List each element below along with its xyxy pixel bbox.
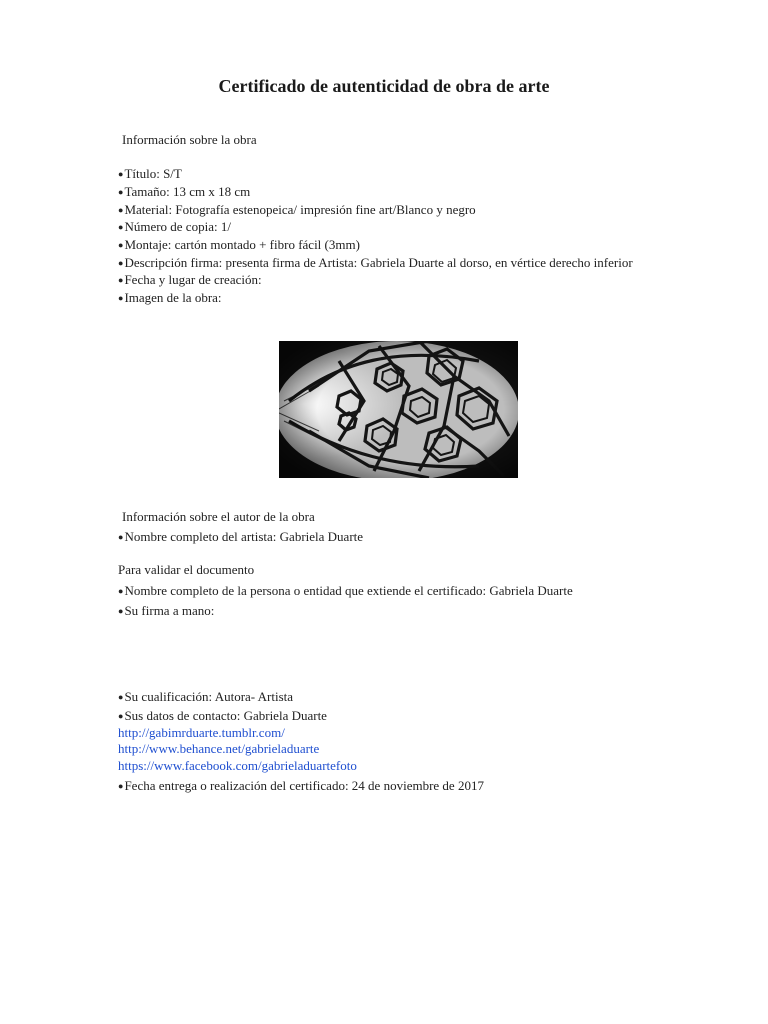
work-item-material: ●Material: Fotografía estenopeica/ impresión fine art/Blanco y negro	[118, 202, 476, 217]
work-item-title: ●Título: S/T	[118, 166, 182, 181]
work-item-size: ●Tamaño: 13 cm x 18 cm	[118, 184, 251, 199]
validation-item-issuer: ●Nombre completo de la persona o entidad que extiende el certificado: Gabriela Duarte	[118, 583, 573, 598]
validation-section-heading: Para validar el documento	[118, 562, 255, 577]
bullet-icon: ●	[118, 781, 124, 791]
artwork-image	[279, 341, 518, 478]
bullet-icon: ●	[118, 169, 124, 179]
work-item-signature-description: ●Descripción firma: presenta firma de Artista: Gabriela Duarte al dorso, en vértice derecho inferior	[118, 255, 633, 270]
work-section-heading: Información sobre la obra	[122, 132, 257, 147]
bullet-icon: ●	[118, 606, 124, 616]
bullet-icon: ●	[118, 275, 124, 285]
author-section-heading: Información sobre el autor de la obra	[122, 509, 315, 524]
contact-link-behance[interactable]: http://www.behance.net/gabrieladuarte	[118, 741, 320, 756]
bullet-icon: ●	[118, 240, 124, 250]
bullet-icon: ●	[118, 205, 124, 215]
bullet-icon: ●	[118, 586, 124, 596]
contact-link-tumblr-line	[118, 725, 285, 741]
validation-item-delivery-date: ●Fecha entrega o realización del certificado: 24 de noviembre de 2017	[118, 778, 484, 793]
author-item-name: ●Nombre completo del artista: Gabriela Duarte	[118, 529, 364, 544]
bullet-icon: ●	[118, 711, 124, 721]
validation-item-qualification: ●Su cualificación: Autora- Artista	[118, 689, 294, 704]
validation-item-contact: ●Sus datos de contacto: Gabriela Duarte	[118, 708, 327, 723]
bullet-icon: ●	[118, 293, 124, 303]
bullet-icon: ●	[118, 222, 124, 232]
work-item-copy-number: ●Número de copia: 1/	[118, 219, 231, 234]
bullet-icon: ●	[118, 258, 124, 268]
work-item-mounting: ●Montaje: cartón montado + fibro fácil (3mm)	[118, 237, 360, 252]
contact-link-tumblr[interactable]: http://gabimrduarte.tumblr.com/	[118, 725, 285, 740]
work-item-image-label: ●Imagen de la obra:	[118, 290, 222, 305]
bullet-icon: ●	[118, 692, 124, 702]
document-title: Certificado de autenticidad de obra de arte	[218, 76, 550, 96]
work-item-creation-date-place: ●Fecha y lugar de creación:	[118, 272, 262, 287]
contact-link-facebook[interactable]: https://www.facebook.com/gabrieladuartefoto	[118, 758, 357, 773]
bullet-icon: ●	[118, 187, 124, 197]
bullet-icon: ●	[118, 532, 124, 542]
validation-item-handwritten-signature: ●Su firma a mano:	[118, 603, 215, 618]
contact-link-facebook-line	[118, 758, 357, 774]
contact-link-behance-line	[118, 741, 319, 757]
